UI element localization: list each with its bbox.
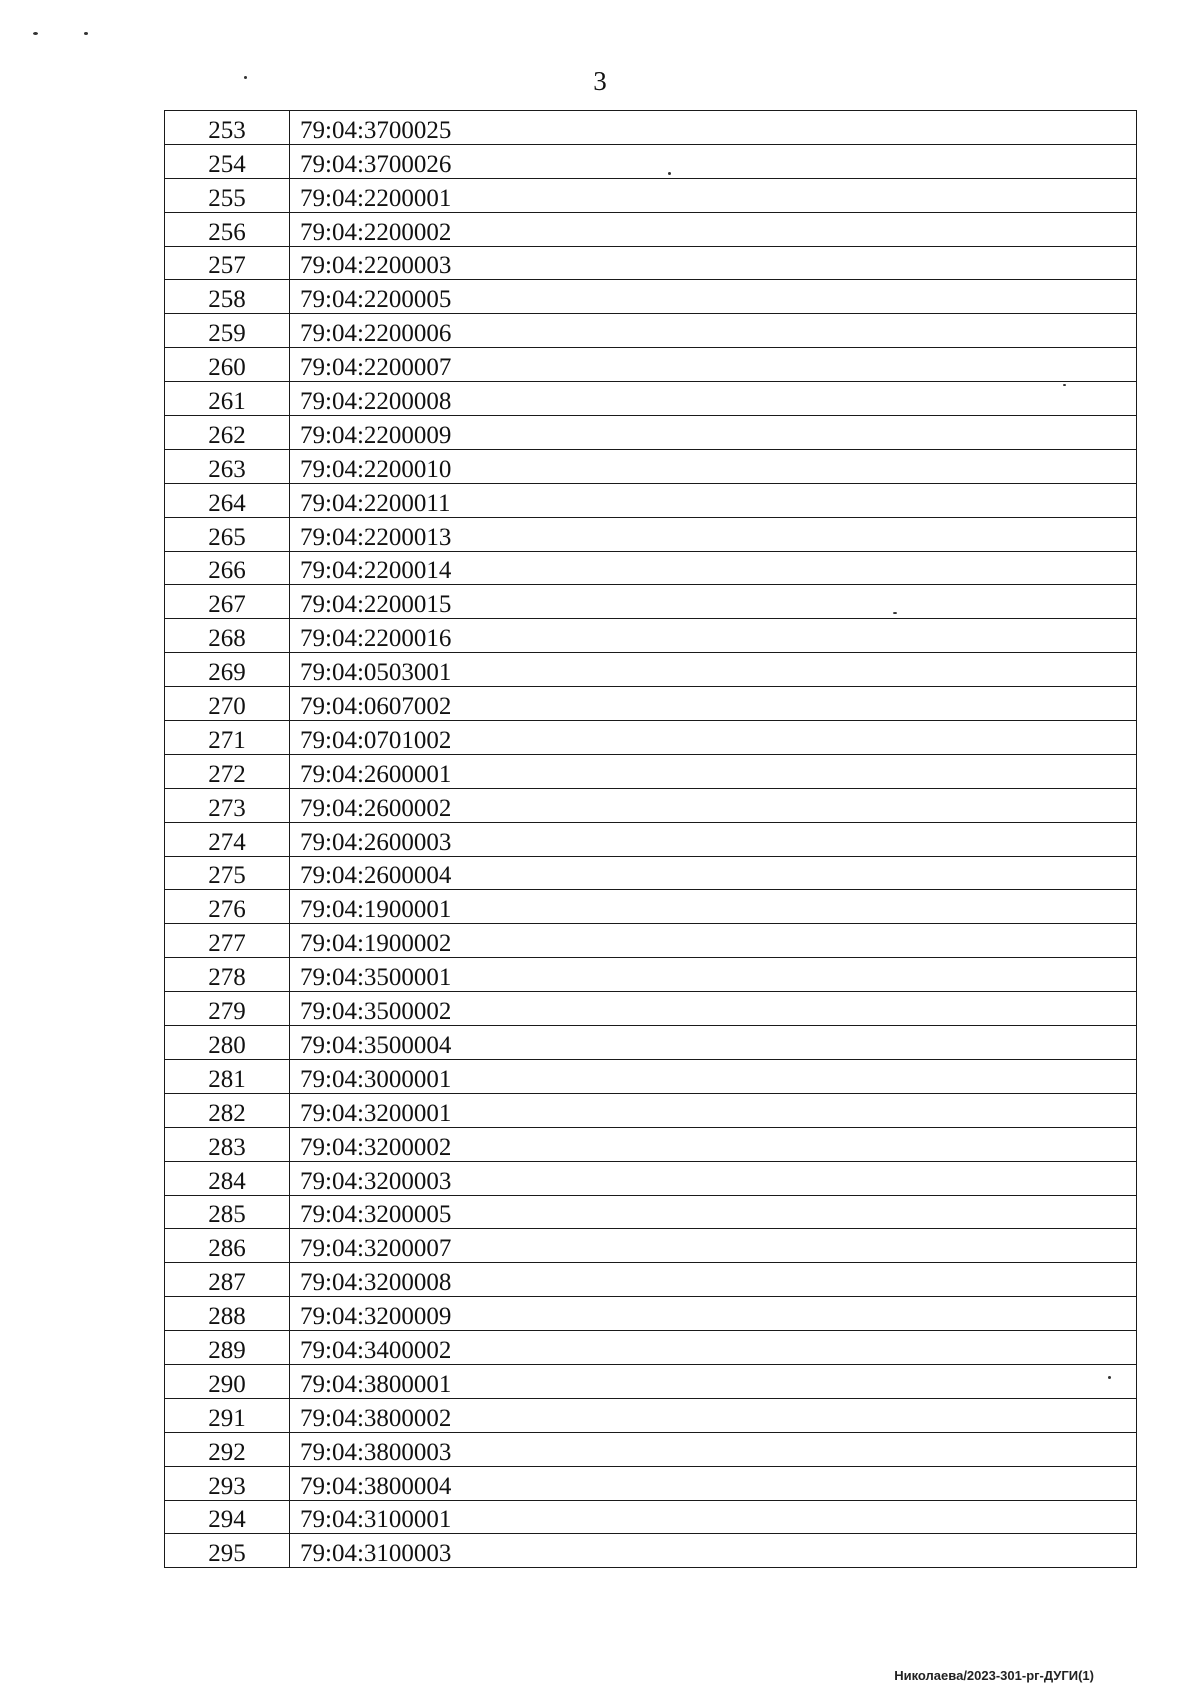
cadastral-number-cell: 79:04:3500001: [290, 958, 1137, 992]
row-number-cell: 270: [165, 687, 290, 721]
row-number-cell: 265: [165, 517, 290, 551]
cadastral-number-cell: 79:04:3200001: [290, 1093, 1137, 1127]
row-number-cell: 276: [165, 890, 290, 924]
table-row: [165, 1195, 1137, 1229]
cadastral-number-cell: 79:04:2600002: [290, 788, 1137, 822]
table-row: [165, 1229, 1137, 1263]
row-number-cell: 262: [165, 416, 290, 450]
cadastral-number-cell: 79:04:2600001: [290, 754, 1137, 788]
row-number-cell: 295: [165, 1534, 290, 1568]
row-number-cell: 267: [165, 585, 290, 619]
row-number-cell: 257: [165, 246, 290, 280]
table-row: [165, 1331, 1137, 1365]
table-row: [165, 1161, 1137, 1195]
cadastral-number-cell: 79:04:0503001: [290, 653, 1137, 687]
table-row: [165, 754, 1137, 788]
row-number-cell: 253: [165, 111, 290, 145]
cadastral-number-cell: 79:04:2200005: [290, 280, 1137, 314]
cadastral-number-cell: 79:04:3200003: [290, 1161, 1137, 1195]
row-number-cell: 273: [165, 788, 290, 822]
row-number-cell: 293: [165, 1466, 290, 1500]
table-row: [165, 1059, 1137, 1093]
row-number-cell: 291: [165, 1398, 290, 1432]
row-number-cell: 260: [165, 348, 290, 382]
cadastral-number-cell: 79:04:3100003: [290, 1534, 1137, 1568]
table-row: [165, 348, 1137, 382]
table-row: [165, 890, 1137, 924]
cadastral-number-cell: 79:04:2200014: [290, 551, 1137, 585]
cadastral-numbers-table: [164, 110, 1137, 1568]
row-number-cell: 256: [165, 212, 290, 246]
table-row: [165, 382, 1137, 416]
table-row: [165, 958, 1137, 992]
row-number-cell: 261: [165, 382, 290, 416]
row-number-cell: 275: [165, 856, 290, 890]
cadastral-number-cell: 79:04:3200008: [290, 1263, 1137, 1297]
row-number-cell: 274: [165, 822, 290, 856]
row-number-cell: 264: [165, 483, 290, 517]
cadastral-number-cell: 79:04:3500004: [290, 1026, 1137, 1060]
row-number-cell: 283: [165, 1127, 290, 1161]
row-number-cell: 292: [165, 1432, 290, 1466]
row-number-cell: 278: [165, 958, 290, 992]
row-number-cell: 268: [165, 619, 290, 653]
cadastral-number-cell: 79:04:2200007: [290, 348, 1137, 382]
row-number-cell: 281: [165, 1059, 290, 1093]
cadastral-number-cell: 79:04:3800002: [290, 1398, 1137, 1432]
cadastral-number-cell: 79:04:3100001: [290, 1500, 1137, 1534]
cadastral-number-cell: 79:04:3500002: [290, 992, 1137, 1026]
table-row: [165, 280, 1137, 314]
table-row: [165, 822, 1137, 856]
table-row: [165, 483, 1137, 517]
cadastral-number-cell: 79:04:3800001: [290, 1364, 1137, 1398]
cadastral-number-cell: 79:04:0701002: [290, 721, 1137, 755]
table-row: [165, 1297, 1137, 1331]
cadastral-number-cell: 79:04:2600004: [290, 856, 1137, 890]
cadastral-number-cell: 79:04:2200016: [290, 619, 1137, 653]
table-row: [165, 551, 1137, 585]
cadastral-number-cell: 79:04:3400002: [290, 1331, 1137, 1365]
row-number-cell: 285: [165, 1195, 290, 1229]
row-number-cell: 289: [165, 1331, 290, 1365]
footer-reference: Николаева/2023-301-рг-ДУГИ(1): [894, 1668, 1094, 1683]
row-number-cell: 277: [165, 924, 290, 958]
cadastral-number-cell: 79:04:2200001: [290, 178, 1137, 212]
cadastral-number-cell: 79:04:2600003: [290, 822, 1137, 856]
table-row: [165, 924, 1137, 958]
cadastral-number-cell: 79:04:2200015: [290, 585, 1137, 619]
table-row: [165, 1093, 1137, 1127]
table-row: [165, 653, 1137, 687]
cadastral-number-cell: 79:04:2200010: [290, 449, 1137, 483]
scan-speck: [33, 32, 38, 35]
cadastral-number-cell: 79:04:1900001: [290, 890, 1137, 924]
table-row: [165, 1534, 1137, 1568]
table-row: [165, 416, 1137, 450]
cadastral-number-cell: 79:04:2200003: [290, 246, 1137, 280]
cadastral-number-cell: 79:04:2200006: [290, 314, 1137, 348]
cadastral-number-cell: 79:04:3800003: [290, 1432, 1137, 1466]
table-row: [165, 144, 1137, 178]
table-row: [165, 585, 1137, 619]
row-number-cell: 280: [165, 1026, 290, 1060]
cadastral-number-cell: 79:04:3200009: [290, 1297, 1137, 1331]
table-row: [165, 721, 1137, 755]
row-number-cell: 269: [165, 653, 290, 687]
table-row: [165, 1127, 1137, 1161]
table-row: [165, 1466, 1137, 1500]
table-row: [165, 111, 1137, 145]
table-row: [165, 788, 1137, 822]
table-row: [165, 687, 1137, 721]
row-number-cell: 272: [165, 754, 290, 788]
table-row: [165, 1026, 1137, 1060]
row-number-cell: 258: [165, 280, 290, 314]
cadastral-number-cell: 79:04:1900002: [290, 924, 1137, 958]
cadastral-number-cell: 79:04:0607002: [290, 687, 1137, 721]
row-number-cell: 294: [165, 1500, 290, 1534]
row-number-cell: 271: [165, 721, 290, 755]
row-number-cell: 288: [165, 1297, 290, 1331]
table-row: [165, 212, 1137, 246]
cadastral-number-cell: 79:04:3700025: [290, 111, 1137, 145]
table-row: [165, 517, 1137, 551]
table-row: [165, 992, 1137, 1026]
row-number-cell: 286: [165, 1229, 290, 1263]
table-row: [165, 1500, 1137, 1534]
row-number-cell: 259: [165, 314, 290, 348]
row-number-cell: 263: [165, 449, 290, 483]
cadastral-number-cell: 79:04:3000001: [290, 1059, 1137, 1093]
table-row: [165, 449, 1137, 483]
table-row: [165, 1364, 1137, 1398]
table-row: [165, 314, 1137, 348]
table-row: [165, 1398, 1137, 1432]
cadastral-number-cell: 79:04:3200002: [290, 1127, 1137, 1161]
table-row: [165, 178, 1137, 212]
cadastral-number-cell: 79:04:2200002: [290, 212, 1137, 246]
row-number-cell: 254: [165, 144, 290, 178]
page-number: 3: [593, 66, 607, 96]
row-number-cell: 266: [165, 551, 290, 585]
row-number-cell: 282: [165, 1093, 290, 1127]
cadastral-number-cell: 79:04:3700026: [290, 144, 1137, 178]
table-row: [165, 619, 1137, 653]
table-row: [165, 1263, 1137, 1297]
cadastral-number-cell: 79:04:3800004: [290, 1466, 1137, 1500]
row-number-cell: 279: [165, 992, 290, 1026]
cadastral-number-cell: 79:04:2200011: [290, 483, 1137, 517]
table-body: [165, 111, 1137, 1568]
table-row: [165, 246, 1137, 280]
cadastral-number-cell: 79:04:2200009: [290, 416, 1137, 450]
row-number-cell: 255: [165, 178, 290, 212]
scan-speck: [84, 32, 88, 35]
table-row: [165, 1432, 1137, 1466]
cadastral-number-cell: 79:04:2200008: [290, 382, 1137, 416]
row-number-cell: 284: [165, 1161, 290, 1195]
cadastral-number-cell: 79:04:2200013: [290, 517, 1137, 551]
cadastral-number-cell: 79:04:3200005: [290, 1195, 1137, 1229]
cadastral-number-cell: 79:04:3200007: [290, 1229, 1137, 1263]
table-row: [165, 856, 1137, 890]
row-number-cell: 290: [165, 1364, 290, 1398]
row-number-cell: 287: [165, 1263, 290, 1297]
